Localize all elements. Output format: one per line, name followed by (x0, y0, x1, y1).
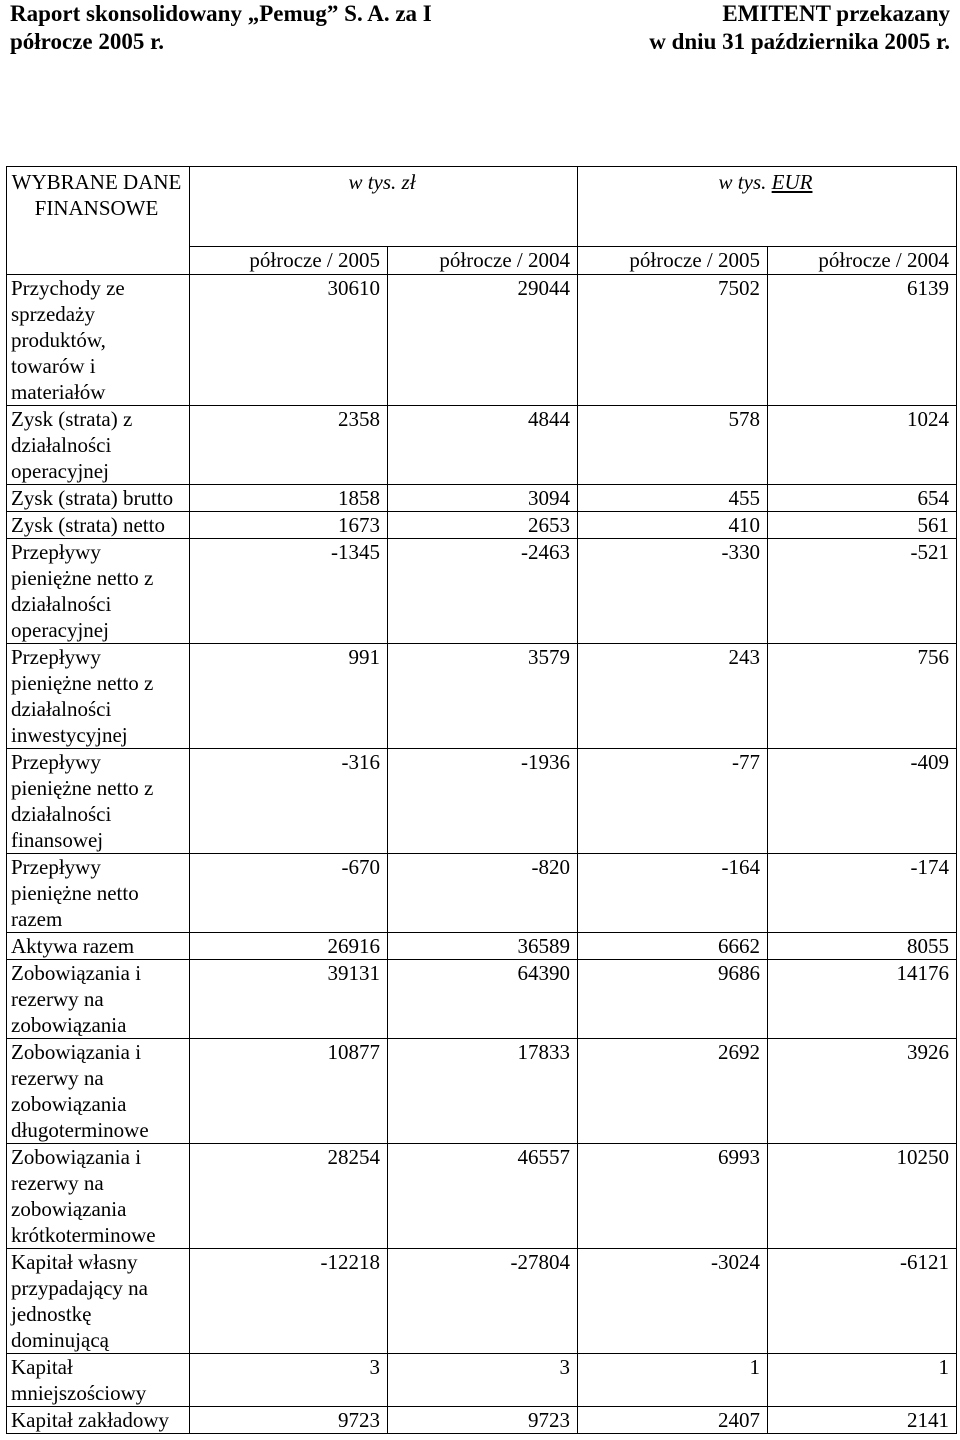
value-cell (388, 275, 578, 406)
row-label: Zysk (strata) brutto (11, 486, 174, 510)
row-label: Przepływy pieniężne netto razem (11, 855, 139, 931)
value-cell (190, 960, 388, 1039)
value-cell (578, 1039, 768, 1144)
value-cell (190, 539, 388, 644)
table-row (7, 854, 957, 933)
cell-value: 1858 (338, 486, 380, 510)
value-cell (578, 512, 768, 539)
value-cell (190, 1354, 388, 1407)
value-cell (768, 960, 957, 1039)
cell-value: -12218 (320, 1250, 380, 1274)
cell-value: 36589 (517, 934, 570, 958)
row-label-cell (7, 275, 190, 406)
value-cell (190, 1039, 388, 1144)
row-label: Kapitał własny przypadający na jednostkę dominującą (11, 1250, 149, 1352)
value-cell (190, 1249, 388, 1354)
value-cell (768, 1039, 957, 1144)
period-label: półrocze / 2005 (249, 248, 380, 272)
cell-value: 2407 (718, 1408, 760, 1432)
report-title-line1: Raport skonsolidowany „Pemug” S. A. za I (10, 1, 432, 26)
cell-value: 9686 (718, 961, 760, 985)
value-cell (578, 1354, 768, 1407)
value-cell (388, 485, 578, 512)
cell-value: 2653 (528, 513, 570, 537)
row-label-cell (7, 1039, 190, 1144)
cell-value: -6121 (900, 1250, 950, 1274)
cell-value: 28254 (327, 1145, 380, 1169)
cell-value: 64390 (517, 961, 570, 985)
value-cell (388, 854, 578, 933)
value-cell (768, 485, 957, 512)
value-cell (768, 512, 957, 539)
document-header (10, 0, 950, 60)
period-header-cell (388, 247, 578, 275)
unit-pln: w tys. zł (348, 170, 416, 194)
row-label: Zobowiązania i rezerwy na zobowiązania krótkoterminowe (11, 1145, 156, 1247)
cell-value: 6139 (907, 276, 950, 300)
row-label-cell (7, 960, 190, 1039)
value-cell (578, 1407, 768, 1434)
unit-eur-currency: EUR (771, 170, 813, 194)
cell-value: -409 (910, 750, 950, 774)
cell-value: -670 (341, 855, 380, 879)
cell-value: 1024 (907, 407, 950, 431)
table-row (7, 275, 957, 406)
table-row (7, 1039, 957, 1144)
cell-value: 561 (917, 513, 950, 537)
table-row (7, 1249, 957, 1354)
value-cell (578, 644, 768, 749)
cell-value: 3094 (528, 486, 570, 510)
value-cell (388, 960, 578, 1039)
cell-value: -27804 (510, 1250, 570, 1274)
value-cell (190, 275, 388, 406)
cell-value: 3579 (528, 645, 570, 669)
value-cell (388, 644, 578, 749)
row-label-cell (7, 749, 190, 854)
cell-value: 2692 (718, 1040, 760, 1064)
table-row (7, 539, 957, 644)
value-cell (388, 1354, 578, 1407)
value-cell (388, 933, 578, 960)
issuer-note (649, 0, 950, 56)
row-label: Zobowiązania i rezerwy na zobowiązania długoterminowe (11, 1040, 149, 1142)
value-cell (190, 406, 388, 485)
value-cell (190, 1407, 388, 1434)
table-row (7, 485, 957, 512)
cell-value: 243 (728, 645, 760, 669)
cell-value: 14176 (896, 961, 950, 985)
cell-value: 756 (917, 645, 950, 669)
value-cell (388, 749, 578, 854)
row-label: Aktywa razem (11, 934, 135, 958)
row-label-cell (7, 1144, 190, 1249)
cell-value: 39131 (327, 961, 380, 985)
period-label: półrocze / 2004 (818, 248, 950, 272)
period-label: półrocze / 2005 (629, 248, 760, 272)
table-row (7, 933, 957, 960)
cell-value: -2463 (521, 540, 570, 564)
value-cell (388, 1039, 578, 1144)
value-cell (578, 933, 768, 960)
cell-value: 9723 (338, 1408, 380, 1432)
row-label-cell (7, 485, 190, 512)
period-label: półrocze / 2004 (439, 248, 570, 272)
value-cell (190, 933, 388, 960)
row-label: Zysk (strata) netto (11, 513, 165, 537)
row-label-cell (7, 539, 190, 644)
table-row (7, 406, 957, 485)
value-cell (768, 275, 957, 406)
row-label: Zobowiązania i rezerwy na zobowiązania (11, 961, 142, 1037)
row-label: Przepływy pieniężne netto z działalności finansowej (11, 750, 154, 852)
row-label: Przychody ze sprzedaży produktów, towarów i materiałów (11, 276, 125, 404)
cell-value: 29044 (517, 276, 570, 300)
cell-value: 1 (938, 1355, 950, 1379)
cell-value: 10877 (327, 1040, 380, 1064)
cell-value: 2358 (338, 407, 380, 431)
period-header-cell (768, 247, 957, 275)
value-cell (578, 960, 768, 1039)
table-row (7, 960, 957, 1039)
cell-value: -1345 (331, 540, 380, 564)
row-label: Przepływy pieniężne netto z działalności operacyjnej (11, 540, 154, 642)
table-row (7, 1144, 957, 1249)
value-cell (388, 1144, 578, 1249)
cell-value: 410 (728, 513, 760, 537)
cell-value: 3926 (907, 1040, 950, 1064)
row-label: Kapitał zakładowy (11, 1408, 170, 1432)
value-cell (768, 539, 957, 644)
row-label-cell (7, 644, 190, 749)
value-cell (190, 512, 388, 539)
unit-pln-cell (190, 167, 578, 247)
cell-value: 7502 (718, 276, 760, 300)
cell-value: -316 (341, 750, 380, 774)
value-cell (768, 644, 957, 749)
report-title-line2: półrocze 2005 r. (10, 29, 164, 54)
value-cell (768, 1249, 957, 1354)
value-cell (388, 512, 578, 539)
value-cell (578, 854, 768, 933)
cell-value: 991 (348, 645, 380, 669)
cell-value: 6662 (718, 934, 760, 958)
row-label-cell (7, 1407, 190, 1434)
value-cell (388, 406, 578, 485)
value-cell (578, 485, 768, 512)
table-row (7, 1407, 957, 1434)
cell-value: 9723 (528, 1408, 570, 1432)
cell-value: 1 (749, 1355, 760, 1379)
value-cell (578, 1144, 768, 1249)
value-cell (578, 1249, 768, 1354)
table-header-row (7, 167, 957, 247)
table-row (7, 512, 957, 539)
financial-data-table (6, 166, 957, 1434)
table-row (7, 749, 957, 854)
cell-value: -820 (531, 855, 570, 879)
cell-value: 8055 (907, 934, 950, 958)
row-label: Zysk (strata) z działalności operacyjnej (11, 407, 133, 483)
value-cell (190, 854, 388, 933)
row-label-cell (7, 1354, 190, 1407)
value-cell (190, 644, 388, 749)
cell-value: 26916 (327, 934, 380, 958)
cell-value: 17833 (517, 1040, 570, 1064)
value-cell (768, 1407, 957, 1434)
period-header-cell (578, 247, 768, 275)
row-label: Kapitał mniejszościowy (11, 1355, 147, 1405)
period-header-cell (190, 247, 388, 275)
value-cell (578, 539, 768, 644)
value-cell (578, 749, 768, 854)
row-label-cell (7, 406, 190, 485)
cell-value: -164 (721, 855, 760, 879)
cell-value: -521 (910, 540, 950, 564)
value-cell (768, 749, 957, 854)
value-cell (578, 275, 768, 406)
value-cell (190, 749, 388, 854)
cell-value: -77 (732, 750, 760, 774)
unit-eur-cell (578, 167, 957, 247)
cell-value: -3024 (711, 1250, 760, 1274)
report-title (10, 0, 432, 56)
issuer-note-line1: EMITENT przekazany (722, 1, 950, 26)
cell-value: -174 (910, 855, 950, 879)
cell-value: 578 (728, 407, 760, 431)
row-label: Przepływy pieniężne netto z działalności inwestycyjnej (11, 645, 154, 747)
cell-value: 10250 (896, 1145, 950, 1169)
value-cell (768, 854, 957, 933)
cell-value: 4844 (528, 407, 570, 431)
cell-value: 6993 (718, 1145, 760, 1169)
cell-value: 654 (917, 486, 950, 510)
value-cell (190, 485, 388, 512)
row-label-cell (7, 512, 190, 539)
cell-value: 2141 (907, 1408, 950, 1432)
value-cell (190, 1144, 388, 1249)
issuer-note-line2: w dniu 31 października 2005 r. (649, 29, 950, 54)
table-row (7, 644, 957, 749)
table-row (7, 1354, 957, 1407)
value-cell (768, 933, 957, 960)
row-label-cell (7, 933, 190, 960)
value-cell (768, 406, 957, 485)
cell-value: -1936 (521, 750, 570, 774)
cell-value: 46557 (517, 1145, 570, 1169)
cell-value: 455 (728, 486, 760, 510)
value-cell (768, 1354, 957, 1407)
row-label-cell (7, 854, 190, 933)
value-cell (388, 1407, 578, 1434)
cell-value: 1673 (338, 513, 380, 537)
table-title: WYBRANE DANE FINANSOWE (11, 170, 182, 220)
value-cell (768, 1144, 957, 1249)
cell-value: -330 (721, 540, 760, 564)
cell-value: 3 (369, 1355, 380, 1379)
value-cell (388, 539, 578, 644)
cell-value: 3 (559, 1355, 570, 1379)
value-cell (388, 1249, 578, 1354)
row-label-cell (7, 1249, 190, 1354)
value-cell (578, 406, 768, 485)
table-title-cell (7, 167, 190, 275)
unit-eur-prefix: w tys. (718, 170, 772, 194)
cell-value: 30610 (327, 276, 380, 300)
